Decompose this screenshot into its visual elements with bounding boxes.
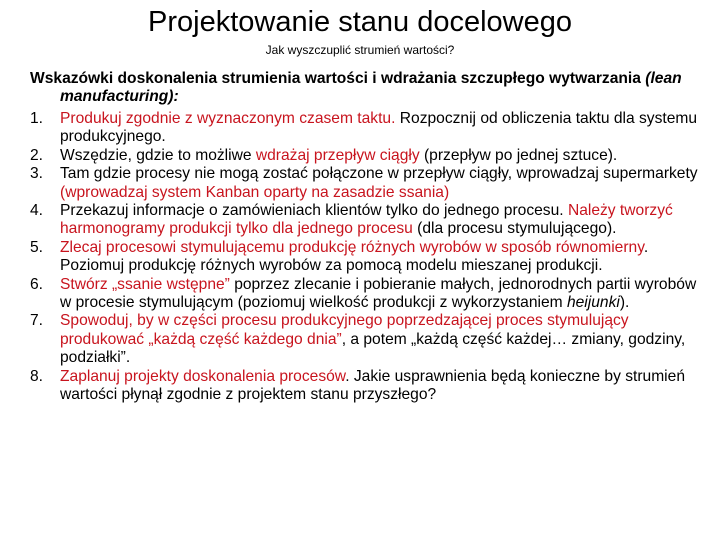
highlighted-text: Stwórz „ssanie wstępne”: [60, 275, 230, 293]
slide-title: Projektowanie stanu docelowego: [148, 6, 572, 38]
highlighted-text: wdrażaj przepływ ciągły: [255, 146, 420, 164]
list-item-text: (przepływ po jednej sztuce).: [419, 146, 618, 164]
list-item: [30, 147, 698, 165]
guidelines-list: [30, 110, 698, 405]
list-item-text: Przekazuj informacje o zamówieniach klientów tylko do jednego procesu.: [60, 202, 568, 220]
list-item-number: 4.: [30, 202, 44, 220]
list-item: [30, 276, 698, 313]
list-item-number: 6.: [30, 275, 44, 293]
list-item: [30, 165, 698, 202]
highlighted-text: Spowoduj, by w części procesu produkcyjnego poprzedzającej proces stymulujący produkować „każdą część każdego dnia”: [60, 312, 629, 348]
list-item-number: 7.: [30, 312, 44, 330]
list-item-text: Wszędzie, gdzie to możliwe: [60, 146, 256, 164]
list-item-text: poprzez zlecanie i pobieranie małych, jednorodnych partii wyrobów w procesie stymulującym (poziomuj wielkość produkcji z wykorzystaniem: [60, 275, 697, 312]
list-item-number: 8.: [30, 367, 44, 385]
list-item: [30, 110, 698, 147]
list-item-text: (dla procesu stymulującego).: [412, 220, 617, 238]
intro-parenthetical: (lean manufacturing):: [60, 70, 682, 105]
list-item: [30, 202, 698, 239]
list-item-text: . Poziomuj produkcję różnych wyrobów za pomocą modelu mieszanej produkcji.: [60, 238, 649, 275]
list-item-text: Tam gdzie procesy nie mogą zostać połączone w przepływ ciągły, wprowadzaj supermarkety: [60, 165, 698, 183]
highlighted-text: Należy tworzyć harmonogramy produkcji tylko dla jednego procesu: [60, 202, 673, 238]
list-item-text: Rozpocznij od obliczenia taktu dla systemu produkcyjnego.: [60, 110, 698, 146]
list-item-text: , a potem „każdą część każdej… zmiany, godziny, podziałki”.: [60, 330, 686, 367]
slide-subtitle: Jak wyszczuplić strumień wartości?: [265, 43, 455, 57]
list-item: [30, 312, 698, 367]
highlighted-text: Produkuj zgodnie z wyznaczonym czasem taktu.: [60, 110, 396, 127]
highlighted-text: Zlecaj procesowi stymulującemu produkcję różnych wyrobów w sposób równomierny: [60, 238, 644, 256]
list-item-text: heijunki: [566, 294, 620, 312]
list-item-number: 2.: [30, 146, 44, 164]
list-item-number: 1.: [30, 110, 44, 127]
list-item-text: ).: [619, 294, 630, 312]
intro-heading: [30, 70, 720, 106]
list-item-number: 5.: [30, 238, 44, 256]
list-item: [30, 239, 698, 276]
highlighted-text: Zaplanuj projekty doskonalenia procesów: [60, 367, 346, 385]
list-item: [30, 368, 698, 405]
list-item-text: . Jakie usprawnienia będą konieczne by strumień wartości płynął zgodnie z projektem stanu przyszłego?: [60, 367, 685, 404]
list-item-number: 3.: [30, 165, 44, 183]
highlighted-text: (wprowadzaj system Kanban oparty na zasadzie ssania): [60, 183, 450, 201]
intro-main: Wskazówki doskonalenia strumienia wartości i wdrażania szczupłego wytwarzania: [30, 70, 646, 87]
